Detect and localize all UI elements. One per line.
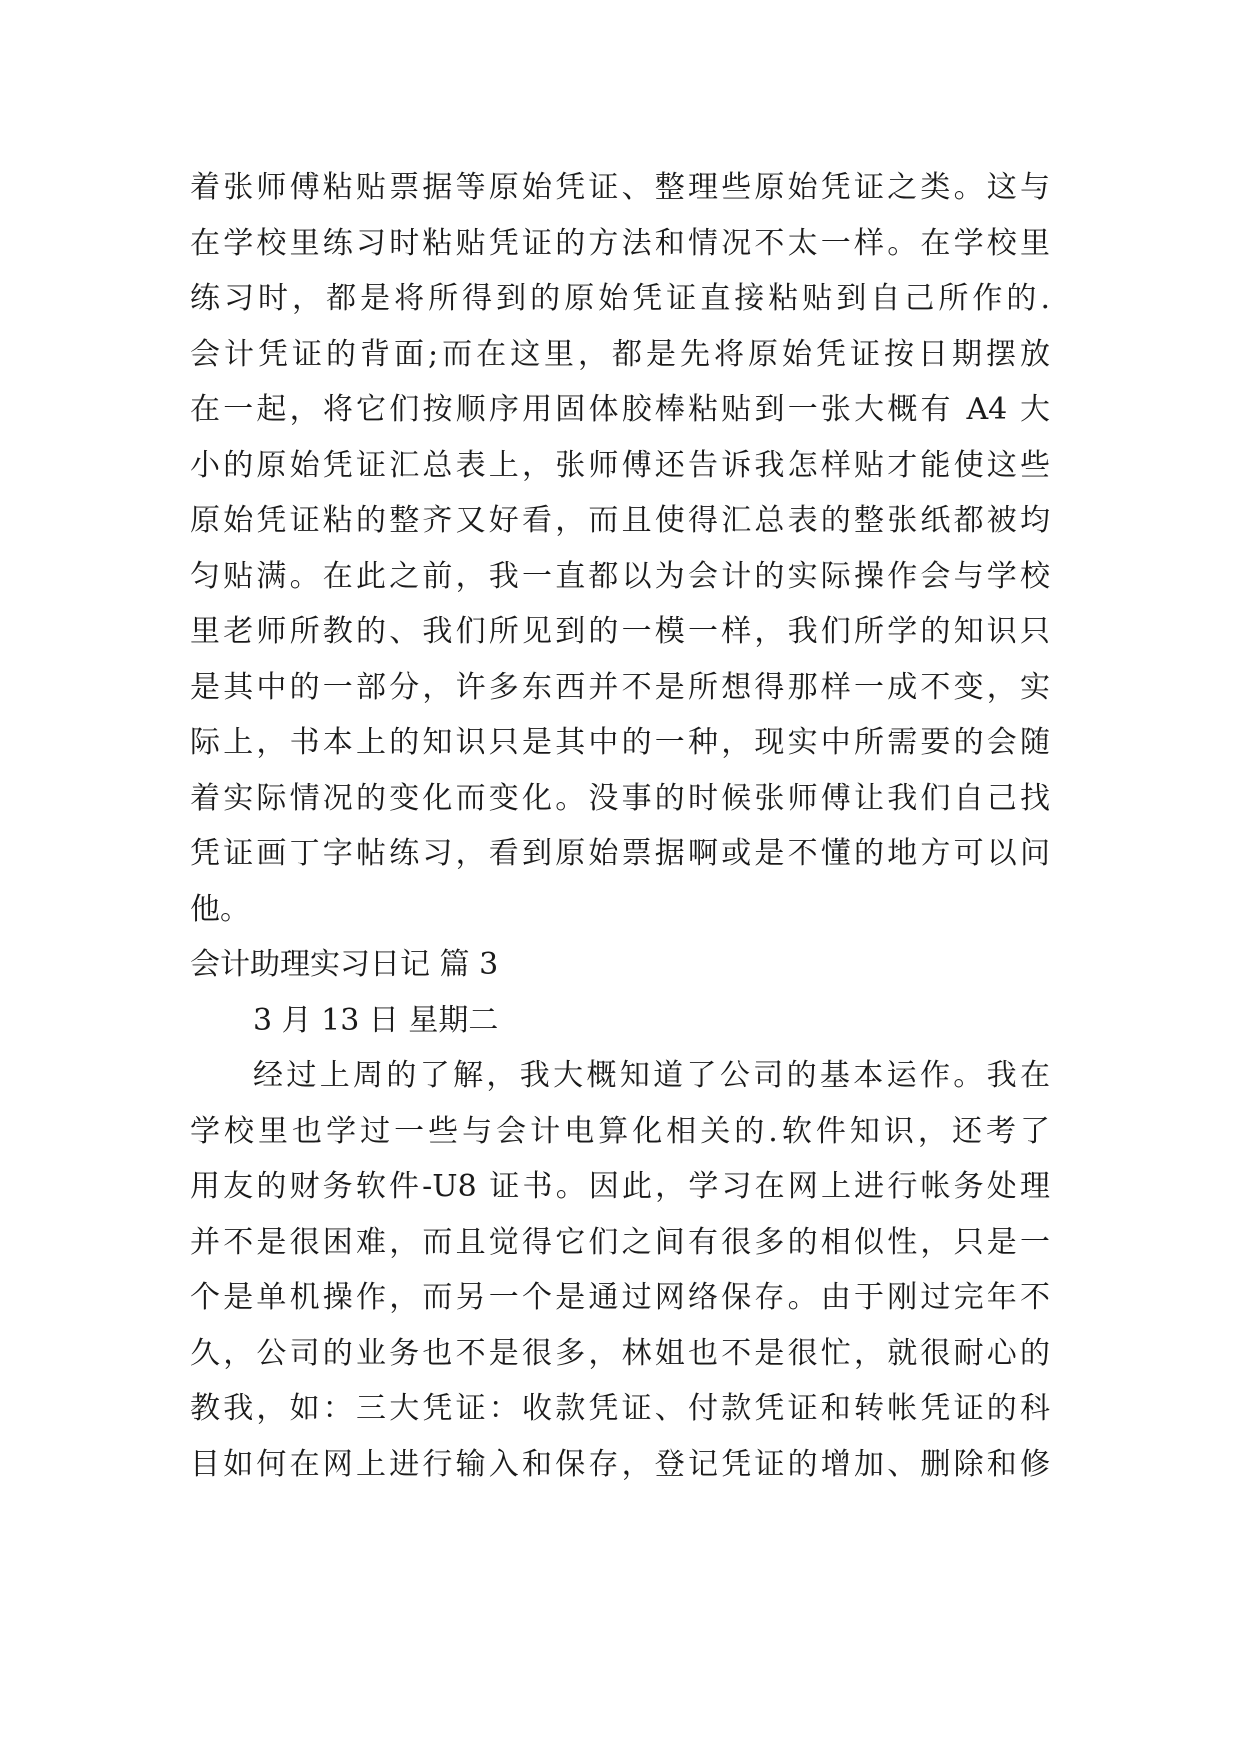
text-line: 里老师所教的、我们所见到的一模一样，我们所学的知识只 bbox=[190, 614, 1050, 649]
text-line: 练习时，都是将所得到的原始凭证直接粘贴到自己所作的. bbox=[190, 281, 1050, 316]
text-line: 小的原始凭证汇总表上，张师傅还告诉我怎样贴才能使这些 bbox=[190, 447, 1050, 483]
text-line: 着实际情况的变化而变化。没事的时候张师傅让我们自己找 bbox=[190, 780, 1050, 816]
text-line: 在学校里练习时粘贴凭证的方法和情况不太一样。在学校里 bbox=[190, 225, 1050, 261]
text-line: 久，公司的业务也不是很多，林姐也不是很忙，就很耐心的 bbox=[190, 1335, 1050, 1371]
text-line: 经过上周的了解，我大概知道了公司的基本运作。我在 bbox=[253, 1058, 1050, 1093]
text-line: 用友的财务软件-U8 证书。因此，学习在网上进行帐务处理 bbox=[190, 1169, 1050, 1204]
text-line: 际上，书本上的知识只是其中的一种，现实中所需要的会随 bbox=[190, 725, 1050, 760]
text-line: 个是单机操作，而另一个是通过网络保存。由于刚过完年不 bbox=[190, 1280, 1050, 1315]
text-line: 是其中的一部分，许多东西并不是所想得那样一成不变，实 bbox=[190, 669, 1050, 705]
text-line: 学校里也学过一些与会计电算化相关的.软件知识，还考了 bbox=[190, 1113, 1050, 1149]
date-line: 3 月 13 日 星期二 bbox=[253, 1002, 499, 1038]
body-text bbox=[190, 160, 1050, 1492]
text-line: 着张师傅粘贴票据等原始凭证、整理些原始凭证之类。这与 bbox=[190, 170, 1050, 205]
text-line: 教我，如：三大凭证：收款凭证、付款凭证和转帐凭证的科 bbox=[190, 1391, 1050, 1426]
text-line: 他。 bbox=[190, 891, 250, 927]
section-heading: 会计助理实习日记 篇 3 bbox=[190, 947, 499, 982]
text-line: 会计凭证的背面;而在这里，都是先将原始凭证按日期摆放 bbox=[190, 336, 1050, 372]
text-line: 凭证画丁字帖练习，看到原始票据啊或是不懂的地方可以问 bbox=[190, 836, 1050, 871]
text-line: 在一起，将它们按顺序用固体胶棒粘贴到一张大概有 A4 大 bbox=[190, 392, 1050, 427]
text-line: 匀贴满。在此之前，我一直都以为会计的实际操作会与学校 bbox=[190, 558, 1050, 594]
text-line: 并不是很困难，而且觉得它们之间有很多的相似性，只是一 bbox=[190, 1224, 1050, 1260]
text-line: 目如何在网上进行输入和保存，登记凭证的增加、删除和修 bbox=[190, 1446, 1050, 1482]
text-line: 原始凭证粘的整齐又好看，而且使得汇总表的整张纸都被均 bbox=[190, 503, 1050, 538]
